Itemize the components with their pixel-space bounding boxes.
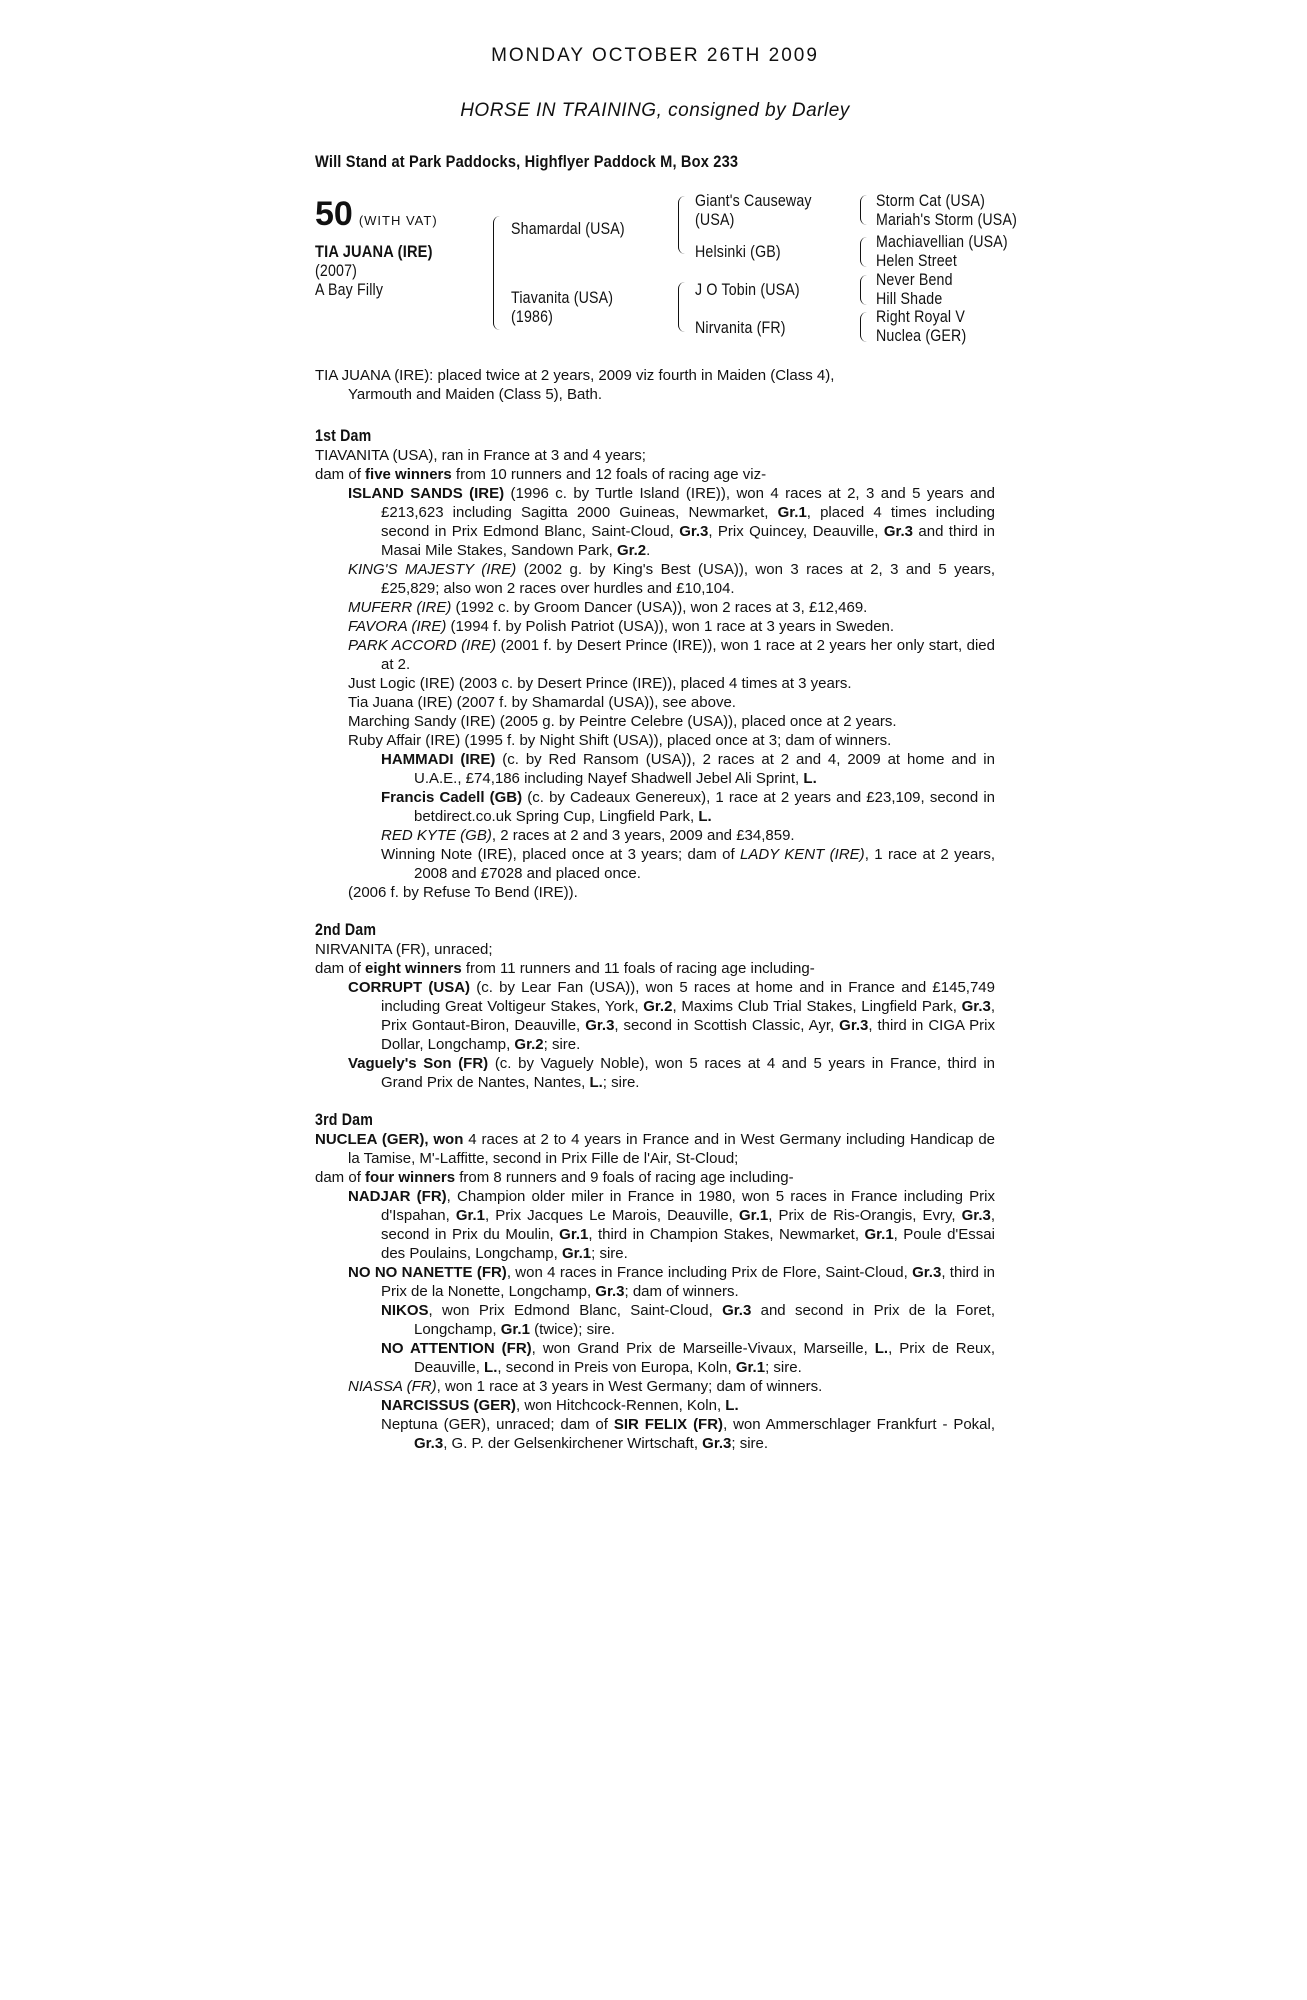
dam1-progeny-2006-filly: (2006 f. by Refuse To Bend (IRE)).: [348, 884, 578, 901]
dam2-heading: 2nd Dam: [315, 921, 377, 939]
dam1-progeny-just-logic: Just Logic (IRE) (2003 c. by Desert Prince (IRE)), placed 4 times at 3 years.: [348, 675, 852, 692]
summary-line-1: TIA JUANA (IRE): placed twice at 2 years, 2009 viz fourth in Maiden (Class 4),: [315, 367, 835, 384]
dam1-progeny-park-accord: PARK ACCORD (IRE) (2001 f. by Desert Prince (IRE)), won 1 race at 2 years her only start, died at 2.: [348, 637, 995, 673]
pedigree-gg2: Mariah's Storm (USA): [876, 211, 1017, 229]
dam1-grandprogeny-red-kyte: RED KYTE (GB), 2 races at 2 and 3 years, 2009 and £34,859.: [381, 827, 795, 844]
dam3-grandprogeny-narcissus: NARCISSUS (GER), won Hitchcock-Rennen, Koln, L.: [381, 1397, 739, 1414]
consignment-line: HORSE IN TRAINING, consigned by Darley: [460, 100, 850, 121]
pedigree-brace-g78: [860, 312, 867, 342]
pedigree-brace-g12: [860, 195, 867, 225]
lot-number-block: [315, 195, 438, 234]
dam1-grandprogeny-winning-note: Winning Note (IRE), placed once at 3 years; dam of LADY KENT (IRE), 1 race at 2 years, 2008 and £7028 and placed once.: [381, 846, 995, 882]
dam1-produce-summary: dam of five winners from 10 runners and 12 foals of racing age viz-: [315, 466, 767, 483]
pedigree-dam: Tiavanita (USA): [511, 289, 614, 307]
pedigree-gg4: Helen Street: [876, 252, 957, 270]
pedigree-brace-g56: [860, 275, 867, 305]
dam3-produce-summary: dam of four winners from 8 runners and 9 foals of racing age including-: [315, 1169, 794, 1186]
dam3-grandprogeny-neptuna: Neptuna (GER), unraced; dam of SIR FELIX (FR), won Ammerschlager Frankfurt - Pokal, Gr.3, G. P. der Gelsenkirchener Wirtschaft, Gr.3; sire.: [381, 1416, 996, 1452]
dam1-progeny-tia-juana: Tia Juana (IRE) (2007 f. by Shamardal (USA)), see above.: [348, 694, 736, 711]
dam2-progeny-corrupt: CORRUPT (USA) (c. by Lear Fan (USA)), won 5 races at home and in France and £145,749 including Great Voltigeur Stakes, York, Gr.2, Maxims Club Trial Stakes, Lingfield Park, Gr.3, Prix Gontaut-Biron, Deauville, Gr.3, second in Scottish Classic, Ayr, Gr.3, third in CIGA Prix Dollar, Longchamp, Gr.2; sire.: [348, 979, 995, 1053]
dam2-line: NIRVANITA (FR), unraced;: [315, 941, 493, 958]
dam2-produce-summary: dam of eight winners from 11 runners and 11 foals of racing age including-: [315, 960, 815, 977]
vat-note: (WITH VAT): [358, 213, 438, 228]
pedigree-gg8: Nuclea (GER): [876, 327, 967, 345]
dam1-progeny-marching-sandy: Marching Sandy (IRE) (2005 g. by Peintre Celebre (USA)), placed once at 2 years.: [348, 713, 897, 730]
dam1-heading: 1st Dam: [315, 427, 372, 445]
pedigree-brace-g34: [860, 237, 867, 267]
pedigree-brace-dam: [678, 282, 685, 332]
lot-number: 50: [315, 195, 353, 233]
dam2-progeny-vaguelys-son: Vaguely's Son (FR) (c. by Vaguely Noble), won 5 races at 4 and 5 years in France, third in Grand Prix de Nantes, Nantes, L.; sire.: [348, 1055, 995, 1091]
dam3-progeny-niassa: NIASSA (FR), won 1 race at 3 years in West Germany; dam of winners.: [348, 1378, 823, 1395]
dam1-progeny-kings-majesty: KING'S MAJESTY (IRE) (2002 g. by King's Best (USA)), won 3 races at 2, 3 and 5 years, £25,829; also won 2 races over hurdles and £10,104.: [348, 561, 995, 597]
pedigree-dam-sire: J O Tobin (USA): [695, 281, 800, 299]
pedigree-sire-dam: Helsinki (GB): [695, 243, 781, 261]
pedigree-sire: Shamardal (USA): [511, 220, 625, 238]
pedigree-dam-year: (1986): [511, 308, 554, 326]
pedigree-gg7: Right Royal V: [876, 308, 965, 326]
dam1-line: TIAVANITA (USA), ran in France at 3 and 4 years;: [315, 447, 646, 464]
horse-name: TIA JUANA (IRE): [315, 242, 433, 261]
pedigree-gg1: Storm Cat (USA): [876, 192, 986, 210]
pedigree-sire-sire: Giant's Causeway: [695, 192, 812, 210]
dam1-progeny-muferr: MUFERR (IRE) (1992 c. by Groom Dancer (USA)), won 2 races at 3, £12,469.: [348, 599, 868, 616]
dam3-progeny-nadjar: NADJAR (FR), Champion older miler in France in 1980, won 5 races in France including Prix d'Ispahan, Gr.1, Prix Jacques Le Marois, Deauville, Gr.1, Prix de Ris-Orangis, Evry, Gr.3, second in Prix du Moulin, Gr.1, third in Champion Stakes, Newmarket, Gr.1, Poule d'Essai des Poulains, Longchamp, Gr.1; sire.: [348, 1188, 995, 1262]
sale-date: MONDAY OCTOBER 26TH 2009: [491, 45, 819, 66]
dam3-grandprogeny-nikos: NIKOS, won Prix Edmond Blanc, Saint-Cloud, Gr.3 and second in Prix de la Foret, Longchamp, Gr.1 (twice); sire.: [381, 1302, 995, 1338]
pedigree-gg3: Machiavellian (USA): [876, 233, 1008, 251]
dam3-nuclea: NUCLEA (GER), won 4 races at 2 to 4 years in France and in West Germany including Handicap de la Tamise, M'-Laffitte, second in Prix Fille de l'Air, St-Cloud;: [315, 1131, 995, 1167]
pedigree-dam-dam: Nirvanita (FR): [695, 319, 786, 337]
pedigree-brace-sire: [678, 196, 685, 254]
dam3-grandprogeny-no-attention: NO ATTENTION (FR), won Grand Prix de Marseille-Vivaux, Marseille, L., Prix de Reux, Deauville, L., second in Preis von Europa, Koln, Gr.1; sire.: [381, 1340, 995, 1376]
dam1-progeny-ruby-affair: Ruby Affair (IRE) (1995 f. by Night Shift (USA)), placed once at 3; dam of winners.: [348, 732, 892, 749]
pedigree-gg6: Hill Shade: [876, 290, 943, 308]
summary-line-2: Yarmouth and Maiden (Class 5), Bath.: [348, 386, 603, 403]
stand-location: Will Stand at Park Paddocks, Highflyer Paddock M, Box 233: [315, 152, 739, 171]
dam1-progeny-island-sands: ISLAND SANDS (IRE) (1996 c. by Turtle Island (IRE)), won 4 races at 2, 3 and 5 years and £213,623 including Sagitta 2000 Guineas, Newmarket, Gr.1, placed 4 times including second in Prix Edmond Blanc, Saint-Cloud, Gr.3, Prix Quincey, Deauville, Gr.3 and third in Masai Mile Stakes, Sandown Park, Gr.2.: [348, 485, 996, 559]
dam3-progeny-no-no-nanette: NO NO NANETTE (FR), won 4 races in France including Prix de Flore, Saint-Cloud, Gr.3, third in Prix de la Nonette, Longchamp, Gr.3; dam of winners.: [348, 1264, 995, 1300]
pedigree-brace-main: [493, 216, 500, 330]
dam3-heading: 3rd Dam: [315, 1111, 373, 1129]
pedigree-gg5: Never Bend: [876, 271, 953, 289]
horse-description: A Bay Filly: [315, 281, 384, 299]
dam1-progeny-favora: FAVORA (IRE) (1994 f. by Polish Patriot (USA)), won 1 race at 3 years in Sweden.: [348, 618, 895, 635]
catalogue-body: [315, 366, 995, 1453]
dam1-grandprogeny-francis-cadell: Francis Cadell (GB) (c. by Cadeaux Genereux), 1 race at 2 years and £23,109, second in betdirect.co.uk Spring Cup, Lingfield Park, L.: [381, 789, 995, 825]
horse-year: (2007): [315, 262, 358, 280]
pedigree-sire-sire-suffix: (USA): [695, 211, 735, 229]
dam1-grandprogeny-hammadi: HAMMADI (IRE) (c. by Red Ransom (USA)), 2 races at 2 and 4, 2009 at home and in U.A.E., £74,186 including Nayef Shadwell Jebel Ali Sprint, L.: [381, 751, 995, 787]
